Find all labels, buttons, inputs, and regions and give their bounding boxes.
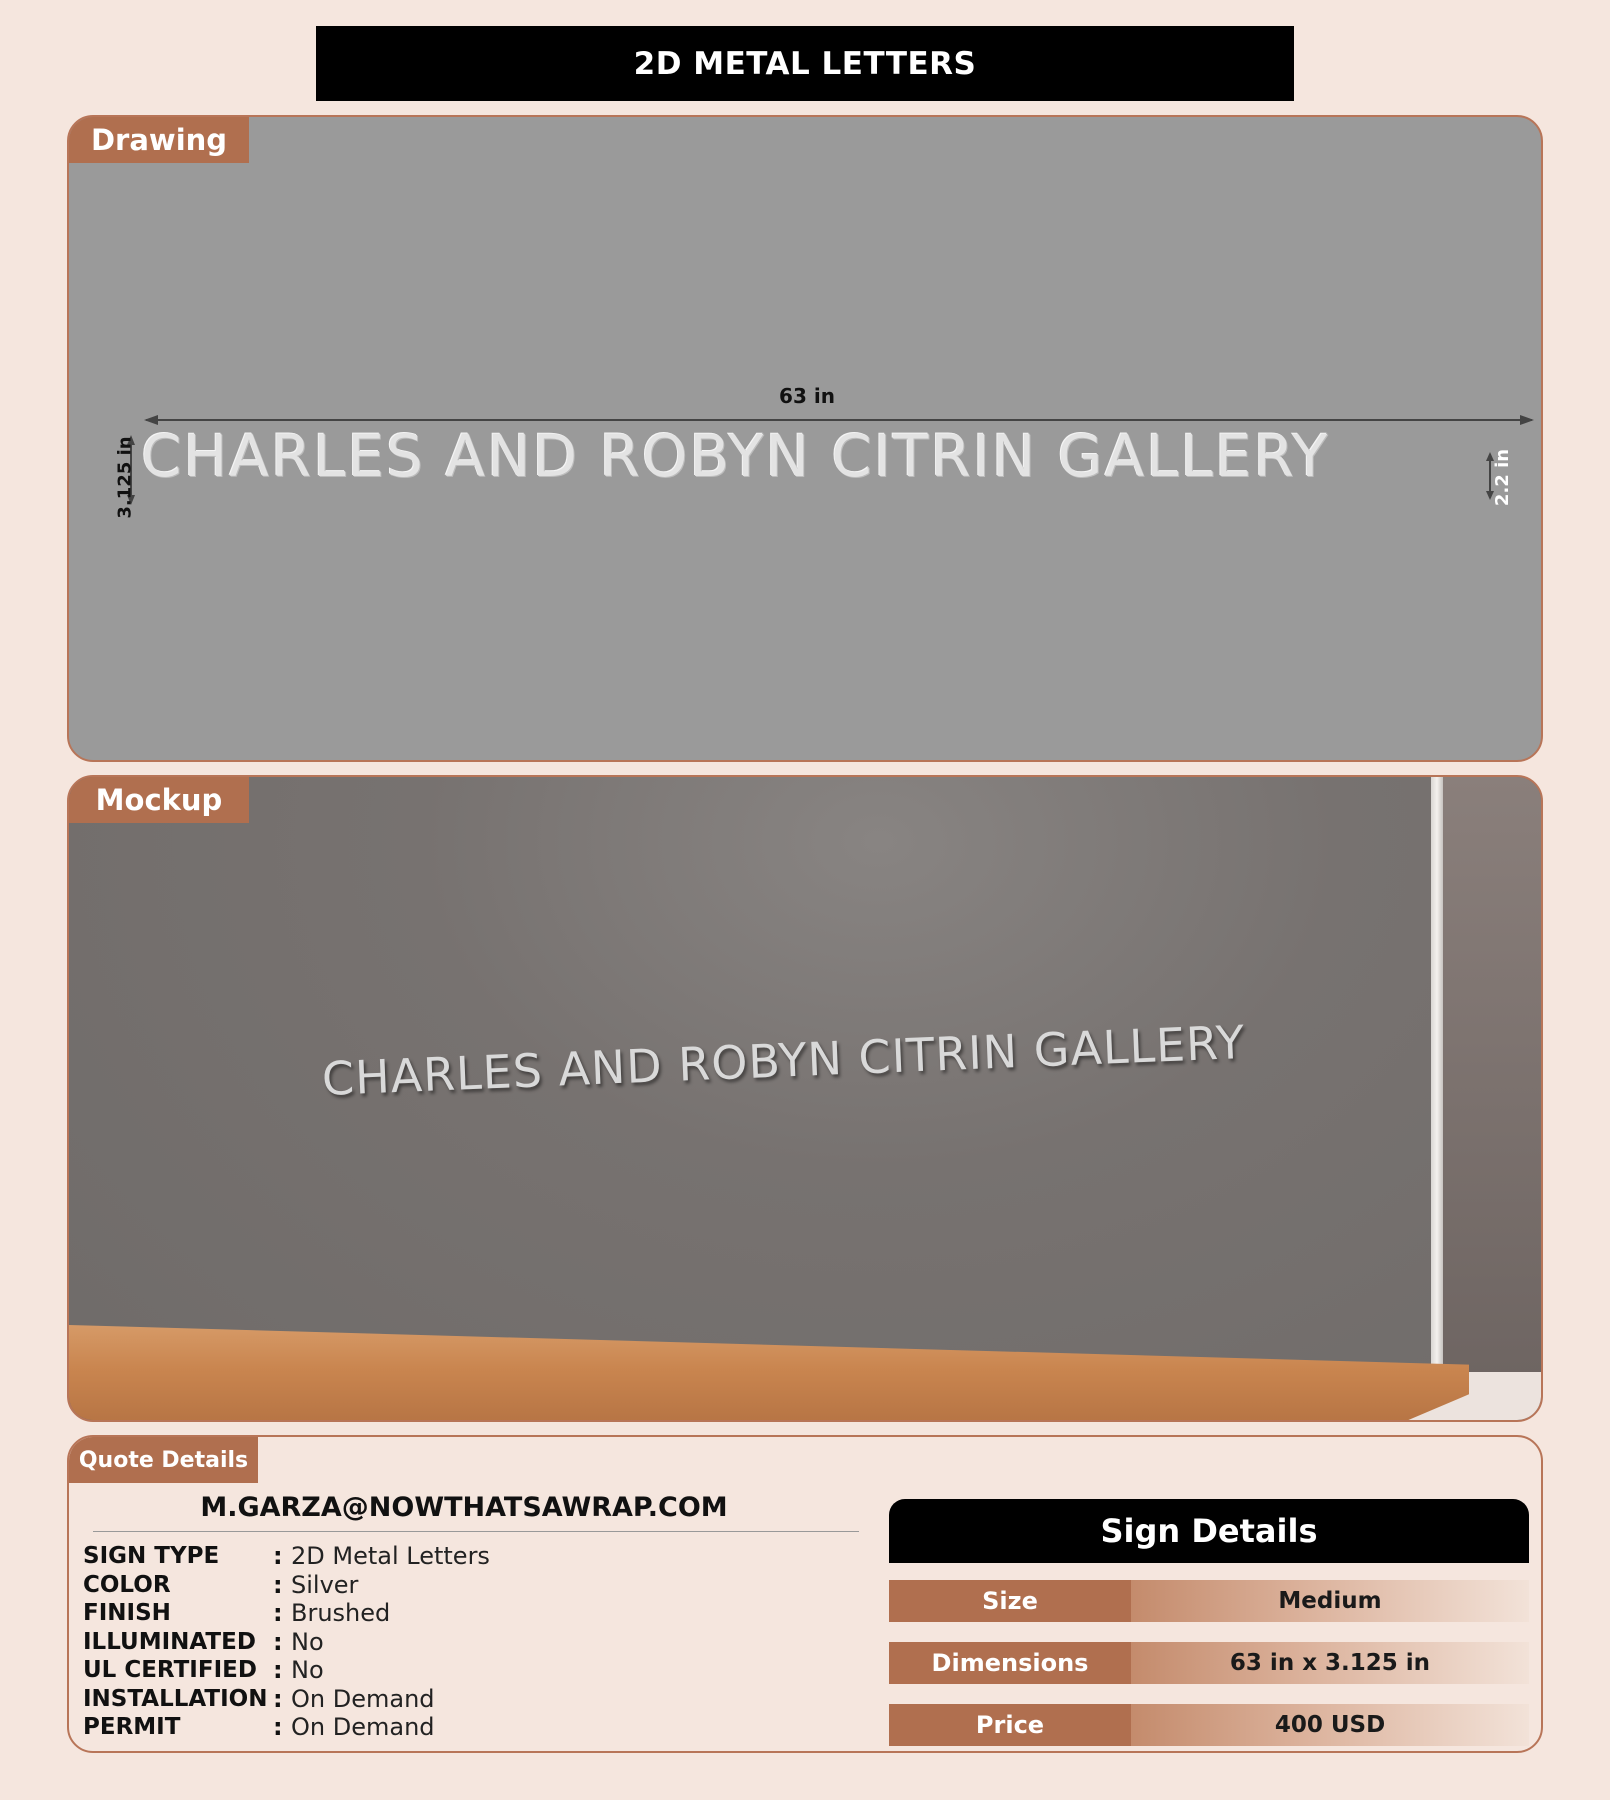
spec-colon: :: [273, 1542, 283, 1571]
sign-detail-value: 400 USD: [1131, 1704, 1529, 1746]
wall-post: [1431, 777, 1443, 1367]
sign-detail-label: Size: [889, 1580, 1131, 1622]
contact-email: M.GARZA@NOWTHATSAWRAP.COM: [200, 1492, 728, 1523]
divider: [93, 1531, 859, 1532]
spec-colon: :: [273, 1713, 283, 1742]
quote-panel: [67, 1435, 1543, 1753]
spec-value: On Demand: [291, 1713, 435, 1742]
spec-row: [83, 1571, 490, 1600]
spec-key: INSTALLATION: [83, 1685, 268, 1712]
spec-row: [83, 1656, 490, 1685]
right-height-label: 2.2 in: [1492, 448, 1514, 507]
sign-detail-label: Price: [889, 1704, 1131, 1746]
spec-row: [83, 1713, 490, 1742]
mockup-sign-text: CHARLES AND ROBYN CITRIN GALLERY: [320, 1014, 1247, 1106]
sign-detail-label: Dimensions: [889, 1642, 1131, 1684]
spec-value: Silver: [291, 1570, 359, 1599]
page-title: 2D METAL LETTERS: [316, 26, 1294, 101]
drawing-tab: Drawing: [69, 117, 249, 163]
spec-colon: :: [273, 1627, 283, 1656]
wood-counter: [69, 1325, 1469, 1422]
spec-colon: :: [273, 1570, 283, 1599]
spec-value: Brushed: [291, 1599, 391, 1628]
spec-key: ILLUMINATED: [83, 1628, 256, 1655]
quote-tab: Quote Details: [69, 1437, 258, 1483]
side-wall: [1443, 777, 1543, 1377]
sign-details-title: Sign Details: [889, 1499, 1529, 1563]
sign-detail-row-size: [889, 1580, 1529, 1622]
spec-value: On Demand: [291, 1684, 435, 1713]
spec-list: [83, 1542, 490, 1742]
spec-colon: :: [273, 1656, 283, 1685]
width-dimension-label: 63 in: [779, 384, 835, 408]
spec-row: [83, 1599, 490, 1628]
spec-key: SIGN TYPE: [83, 1543, 220, 1570]
mockup-panel: [67, 775, 1543, 1422]
spec-key: PERMIT: [83, 1714, 181, 1741]
spec-value: No: [291, 1627, 324, 1656]
spec-colon: :: [273, 1599, 283, 1628]
sign-detail-value: Medium: [1131, 1580, 1529, 1622]
spec-key: COLOR: [83, 1571, 171, 1598]
spec-row: [83, 1628, 490, 1657]
mockup-tab: Mockup: [69, 777, 249, 823]
sign-detail-row-price: [889, 1704, 1529, 1746]
spec-value: No: [291, 1656, 324, 1685]
sign-detail-row-dimensions: [889, 1642, 1529, 1684]
left-height-label: 3.125 in: [114, 436, 136, 519]
sign-detail-value: 63 in x 3.125 in: [1131, 1642, 1529, 1684]
spec-key: FINISH: [83, 1600, 171, 1627]
drawing-sign-text: CHARLES AND ROBYN CITRIN GALLERY: [141, 422, 1330, 490]
drawing-panel: [67, 115, 1543, 762]
spec-row: [83, 1685, 490, 1714]
spec-colon: :: [273, 1684, 283, 1713]
spec-key: UL CERTIFIED: [83, 1657, 257, 1684]
spec-row: [83, 1542, 490, 1571]
spec-value: 2D Metal Letters: [291, 1542, 490, 1571]
